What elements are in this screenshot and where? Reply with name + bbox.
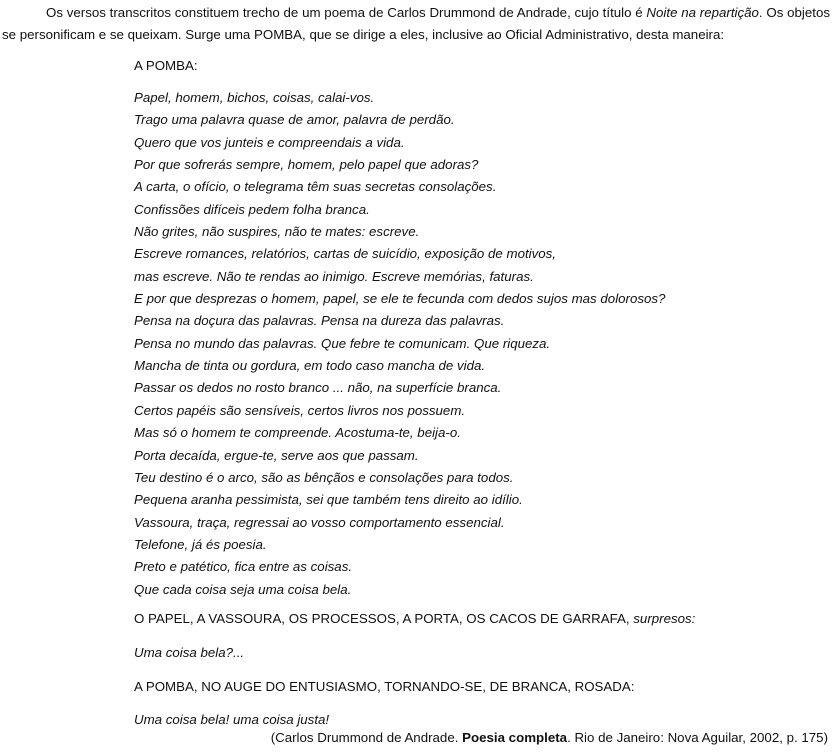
poem-stanza [134, 87, 665, 601]
poem-line: Preto e patético, fica entre as coisas. [134, 559, 353, 575]
poem-line: Telefone, já és poesia. [134, 536, 267, 552]
poem-line: Que cada coisa seja uma coisa bela. [134, 581, 352, 597]
poem-line: Papel, homem, bichos, coisas, calai-vos. [134, 90, 375, 105]
book-title: Poesia completa [462, 730, 568, 745]
speaker-pomba: A POMBA: [134, 58, 198, 73]
poem-line: Quero que vos junteis e compreendais a vida. [134, 134, 405, 150]
poem-line: Teu destino é o arco, são as bênçãos e consolações para todos. [134, 469, 514, 485]
poem-line: A carta, o ofício, o telegrama têm suas secretas consolações. [134, 179, 497, 195]
poem-line: Trago uma palavra quase de amor, palavra de perdão. [134, 112, 455, 128]
intro-paragraph [2, 2, 830, 46]
reply-objects: Uma coisa bela?... [134, 645, 245, 660]
poem-line: Mas só o homem te compreende. Acostuma-te, beija-o. [134, 425, 461, 441]
reply-pomba: Uma coisa bela! uma coisa justa! [134, 712, 330, 727]
poem-line: Por que sofrerás sempre, homem, pelo papel que adoras? [134, 157, 479, 173]
poem-line: Vassoura, traça, regressai ao vosso comportamento essencial. [134, 514, 505, 530]
speaker-objects [134, 611, 695, 626]
citation [271, 730, 828, 745]
poem-line: Porta decaída, ergue-te, serve aos que passam. [134, 447, 419, 463]
speaker-objects-text: O PAPEL, A VASSOURA, OS PROCESSOS, A PORTA, OS CACOS DE GARRAFA, [134, 611, 634, 626]
poem-line: Pequena aranha pessimista, sei que também tens direito ao idílio. [134, 492, 523, 508]
poem-line: Passar os dedos no rosto branco ... não, na superfície branca. [134, 380, 502, 396]
poem-line: E por que desprezas o homem, papel, se ele te fecunda com dedos sujos mas dolorosos? [134, 291, 666, 307]
poem-line: Escreve romances, relatórios, cartas de suicídio, exposição de motivos, [134, 246, 556, 262]
poem-line: Confissões difíceis pedem folha branca. [134, 201, 370, 217]
intro-text-after: . Os objetos se personificam e se queixam. Surge uma POMBA, que se dirige a eles, inclusive ao Oficial Administrativo, desta maneira: [2, 5, 830, 42]
intro-text-before: Os versos transcritos constituem trecho de um poema de Carlos Drummond de Andrade, cujo título é [46, 5, 647, 20]
speaker-pomba-rosada: A POMBA, NO AUGE DO ENTUSIASMO, TORNANDO-SE, DE BRANCA, ROSADA: [134, 679, 635, 694]
poem-title: Noite na repartição [646, 5, 759, 20]
citation-before: (Carlos Drummond de Andrade. [270, 730, 463, 745]
stage-direction: surpresos: [633, 611, 696, 626]
poem-line: Mancha de tinta ou gordura, em todo caso mancha de vida. [134, 358, 486, 374]
poem-line: Pensa na doçura das palavras. Pensa na dureza das palavras. [134, 313, 505, 329]
poem-line: Não grites, não suspires, não te mates: escreve. [134, 224, 420, 240]
poem-line: Certos papéis são sensíveis, certos livros nos possuem. [134, 402, 466, 418]
poem-line: mas escreve. Não te rendas ao inimigo. Escreve memórias, faturas. [134, 268, 534, 284]
poem-line: Pensa no mundo das palavras. Que febre te comunicam. Que riqueza. [134, 335, 551, 351]
citation-after: . Rio de Janeiro: Nova Aguilar, 2002, p. 175) [567, 730, 828, 745]
